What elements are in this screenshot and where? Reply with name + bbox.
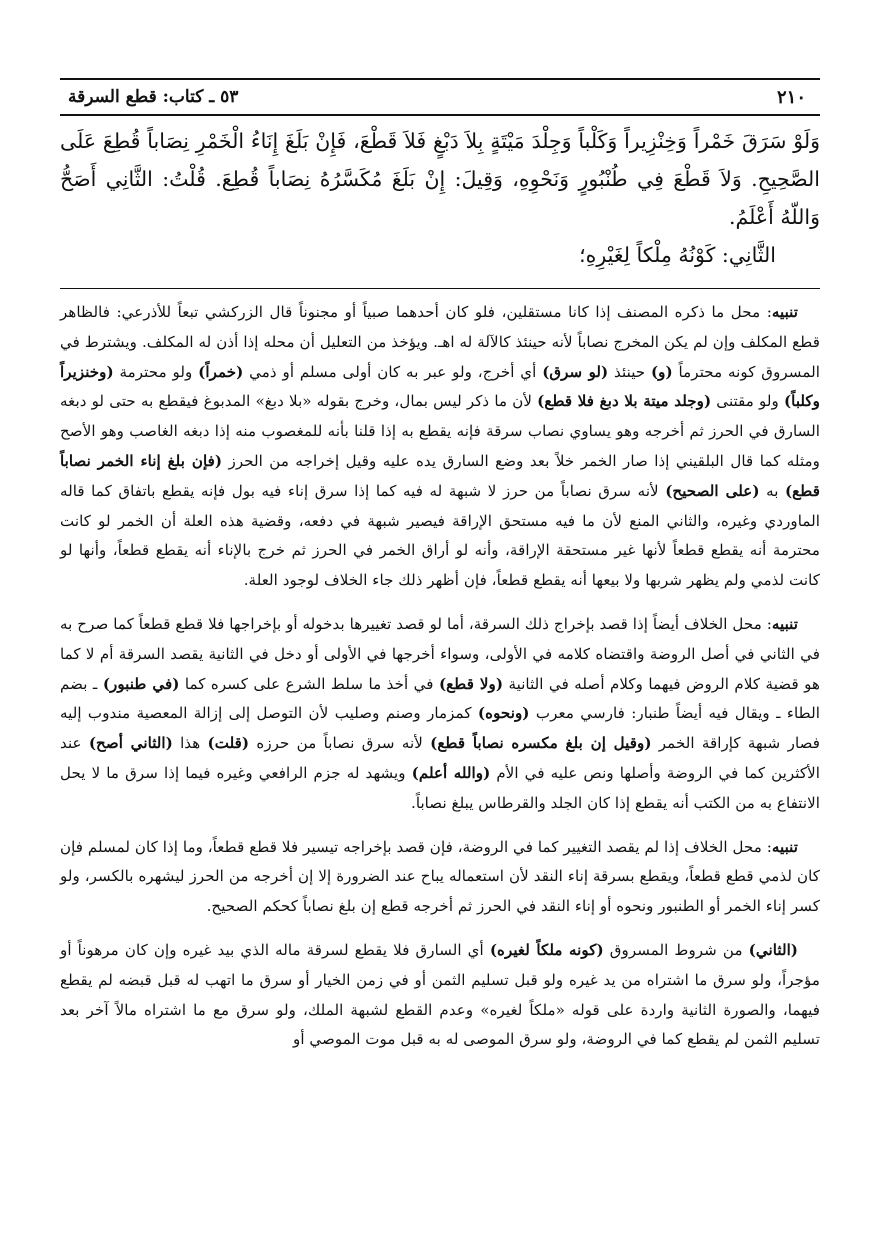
bold-quote: (لو سرق) [542, 362, 609, 381]
commentary-paragraph [60, 833, 820, 922]
bold-quote: (وخنزيراً وكلباً) [60, 362, 820, 411]
commentary-text: ولو مقتنى [711, 392, 784, 411]
bold-quote: (فإن بلغ إناء الخمر نصاباً قطع) [60, 451, 820, 500]
bold-quote: (وجلد ميتة بلا دبغ فلا قطع) [537, 392, 712, 411]
commentary-text: في أخذ ما سلط الشرع على كسره كما [179, 674, 439, 693]
bold-quote: (وقيل إن بلغ مكسره نصاباً قطع) [430, 734, 652, 753]
commentary-text: من شروط المسروق [603, 940, 749, 959]
bold-quote: (والله أعلم) [411, 763, 491, 782]
bold-quote: (على الصحيح) [665, 481, 760, 500]
bold-quote: (الثاني) [748, 940, 798, 959]
bold-quote: تنبيه [771, 614, 798, 633]
commentary-text: ـ بضم الطاء ـ ويقال فيه أيضاً طنبار: فارسي معرب [60, 674, 820, 723]
commentary-text: : محل الخلاف أيضاً إذا قصد بإخراج ذلك السرقة، أما لو قصد تغييرها بدخوله أو بإخراجها فلا قطع قطعاً كما صرح به في الثاني في أصل الروضة واقتضاه كلامه في الأولى، وسواء أخرجها في الأولى أو دخل في الثانية يقصد السرقة أم لا كما هو قضية كلام الروض فيهما وكلام أصله في الثانية [60, 614, 820, 693]
commentary-text: أي أخرج، ولو عبر به كان أولى مسلم أو ذمي [243, 362, 543, 381]
bold-quote: (الثاني أصح) [88, 734, 173, 753]
commentary-text: أي السارق فلا يقطع لسرقة ماله الذي بيد غيره وإن كان مرهوناً أو مؤجراً، ولو سرق ما اشتراه من يد غيره ولو قبل تسليم الثمن أو في زمن الخيار أو سرق ما اتهب له قبل قبضه لم يقطع فيهما، والصورة الثانية واردة على قوله «ملكاً لغيره» وعدم القطع لشبهة الملك، ولو سرق مع ما اشتراه مالاً آخر بعد تسليم الثمن لم يقطع كما في الروضة، ولو سرق الموصى له به قبل موت الموصي أو [60, 940, 821, 1049]
commentary-text: ويشهد له جزم الرافعي وغيره فيما إذا سرق ما لا يحل الانتفاع به من الكتب أنه يقطع إذا كان الجلد والقرطاس يبلغ نصاباً. [60, 763, 820, 812]
commentary-text: به [759, 481, 785, 500]
book-page [60, 70, 820, 1245]
commentary-text: لأن ما ذكر ليس بمال، وخرج بقوله «بلا دبغ» المدبوغ فيقطع به حتى لو دبغه السارق في الحرز ثم أخرجه وهو يساوي نصاب سرقة فإنه يقطع به إذا قلنا بأنه للمغصوب منه إذا دبغه الغاصب وهو الأصح ومثله كما قال البلقيني إذا صار الخمر خلاً بعد وضع السارق يده عليه وقيل إخراجه من الحرز [60, 392, 820, 470]
main-text-paragraph: وَلَوْ سَرَقَ خَمْراً وَخِنْزِيراً وَكَلْباً وَجِلْدَ مَيْتَةٍ بِلاَ دَبْغٍ فَلاَ قَطْعَ، فَإِنْ بَلَغَ إِنَاءُ الْخَمْرِ نِصَاباً قُطِعَ عَلَى الصَّحِيحِ. وَلاَ قَطْعَ فِي طُنْبُورٍ وَنَحْوِهِ، وَقِيلَ: إِنْ بَلَغَ مُكَسَّرُهُ نِصَاباً قُطِعَ. قُلْتُ: الثَّانِي أَصَحُّ وَاللّهُ أَعْلَمُ. [60, 129, 820, 229]
chapter-title: ٥٣ ـ كتاب: قطع السرقة [68, 87, 239, 107]
commentary-paragraph [60, 298, 820, 596]
bold-quote: (كونه ملكاً لغيره) [489, 940, 604, 959]
commentary-paragraph [60, 610, 820, 819]
commentary [60, 298, 820, 1069]
bold-quote: (قلت) [207, 734, 250, 753]
main-text [60, 122, 820, 274]
page-number: ٢١٠ [776, 86, 806, 108]
commentary-text: ولو محترمة [113, 362, 199, 381]
bold-quote: (خمراً) [198, 362, 244, 381]
commentary-text: لأنه سرق نصاباً من حرزه [249, 734, 431, 753]
bold-quote: تنبيه [771, 303, 798, 321]
page-header [60, 78, 820, 116]
commentary-paragraph [60, 936, 820, 1055]
bold-quote: (في طنبور) [102, 674, 180, 693]
bold-quote: (ولا قطع) [439, 674, 504, 693]
commentary-text: : محل الخلاف إذا لم يقصد التغيير كما في الروضة، فإن قصد بإخراجه تيسير فلا قطع قطعاً، وما إذا كان لمسلم فإن كان لذمي قطع قطعاً، ويقطع بسرقة إناء النقد لأن استعماله يباح عند الضرورة إلا إن أخرجه من الحرز ليشهره بالكسر، ولو كسر إناء الخمر أو الطنبور ونحوه أو إناء النقد في الحرز ثم أخرجه قطع إن بلغ نصاباً كحكم الصحيح. [60, 837, 820, 916]
bold-quote: تنبيه [771, 837, 798, 856]
main-text-paragraph: الثَّانِي: كَوْنُهُ مِلْكاً لِغَيْرِهِ؛ [579, 243, 776, 267]
separator-rule [60, 288, 820, 289]
commentary-text: لأنه سرق نصاباً من حرز لا شبهة له فيه كما إذا سرق إناء فيه بول فإنه يقطع باتفاق كما قاله الماوردي وغيره، والثاني المنع لأن ما فيه مستحق الإراقة فيصير شبهة في دفعه، وقضية هذه العلة أن الخمر لو كانت محترمة أنه يقطع قطعاً لأنها غير مستحقة الإراقة، وأنه لو أراق الخمر في الحرز ثم خرج بالإناء أنه يقطع قطعاً، وأنها لو كانت لذمي ولم يظهر شربها ولا بيعها أنه يقطع قطعاً، فإن أظهر ذلك جاء الخلاف لوجود العلة. [60, 481, 820, 590]
commentary-text: : محل ما ذكره المصنف إذا كانا مستقلين، فلو كان أحدهما صبياً أو مجنوناً قال الزركشي تبعاً للأذرعي: فالظاهر قطع المكلف وإن لم يكن المخرج نصاباً لأنه حينئذ كالآلة له اهـ. ويؤخذ من التعليل أن محله إذا أذن له المكلف. ويشترط في المسروق كونه محترماً [60, 303, 820, 381]
commentary-text: حينئذ [608, 362, 651, 381]
bold-quote: (و) [651, 362, 673, 381]
commentary-text: كمزمار وصنم وصليب لأن التوصل إلى إزالة المعصية مندوب إليه فصار شبهة كإراقة الخمر [60, 704, 821, 753]
commentary-text: هذا [172, 734, 208, 753]
bold-quote: (ونحوه) [477, 704, 530, 723]
commentary-text: عند الأكثرين كما في الروضة وأصلها ونص عليه في الأم [60, 734, 820, 782]
